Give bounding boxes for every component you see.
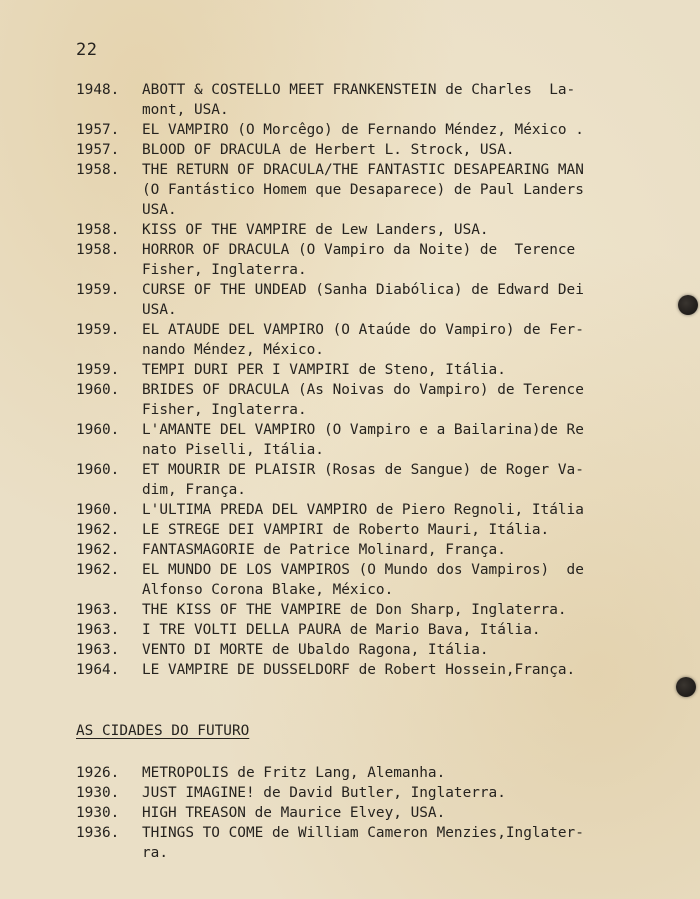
film-text: TEMPI DURI PER I VAMPIRI de Steno, Itália. [142,362,506,378]
film-text: L'AMANTE DEL VAMPIRO (O Vampiro e a Bailarina)de Re [142,422,584,438]
film-entry-continuation [76,180,692,200]
film-text: LE STREGE DEI VAMPIRI de Roberto Mauri, Itália. [142,522,550,538]
film-text: THE RETURN OF DRACULA/THE FANTASTIC DESAPEARING MAN [142,162,584,178]
film-text: mont, USA. [142,102,229,118]
film-entry [76,420,692,440]
film-text: USA. [142,202,177,218]
film-text: THE KISS OF THE VAMPIRE de Don Sharp, Inglaterra. [142,602,567,618]
film-year: 1962. [76,522,120,538]
film-text: nando Méndez, México. [142,342,324,358]
film-year: 1959. [76,322,120,338]
film-year: 1948. [76,82,120,98]
film-year: 1960. [76,382,120,398]
film-year [76,440,142,460]
film-entry [76,320,692,340]
film-year: 1960. [76,502,120,518]
film-year: 1958. [76,162,120,178]
film-year: 1930. [76,805,120,821]
film-year [76,200,142,220]
film-year: 1958. [76,222,120,238]
film-year: 1963. [76,602,120,618]
film-entry-continuation [76,843,692,863]
film-text: KISS OF THE VAMPIRE de Lew Landers, USA. [142,222,489,238]
film-text: EL MUNDO DE LOS VAMPIROS (O Mundo dos Vampiros) de [142,562,584,578]
film-year: 1960. [76,422,120,438]
film-entry [76,763,692,783]
film-entry-continuation [76,300,692,320]
film-text: BRIDES OF DRACULA (As Noivas do Vampiro) de Terence [142,382,584,398]
film-year: 1963. [76,622,120,638]
film-entry [76,640,692,660]
film-year [76,100,142,120]
film-text: LE VAMPIRE DE DUSSELDORF de Robert Hossein,França. [142,662,576,678]
vampire-film-list [76,80,692,680]
film-year [76,300,142,320]
film-entry [76,140,692,160]
film-year: 1959. [76,362,120,378]
film-entry [76,220,692,240]
film-entry-continuation [76,480,692,500]
film-entry-continuation [76,400,692,420]
film-text: CURSE OF THE UNDEAD (Sanha Diabólica) de Edward Dei [142,282,584,298]
film-year [76,180,142,200]
punch-hole-bottom [676,677,696,697]
future-cities-film-list [76,763,692,863]
film-year: 1963. [76,642,120,658]
film-year: 1958. [76,242,120,258]
film-entry-continuation [76,580,692,600]
film-text: ra. [142,845,168,861]
film-entry [76,520,692,540]
film-text: JUST IMAGINE! de David Butler, Inglaterra. [142,785,506,801]
film-text: EL VAMPIRO (O Morcêgo) de Fernando Méndez, México . [142,122,584,138]
film-year: 1962. [76,562,120,578]
film-entry [76,600,692,620]
film-text: USA. [142,302,177,318]
film-year: 1930. [76,785,120,801]
film-entry [76,620,692,640]
film-text: L'ULTIMA PREDA DEL VAMPIRO de Piero Regnoli, Itália [142,502,584,518]
film-entry [76,803,692,823]
film-entry [76,380,692,400]
film-text: Alfonso Corona Blake, México. [142,582,394,598]
film-year [76,843,142,863]
film-entry [76,240,692,260]
film-text: (O Fantástico Homem que Desaparece) de Paul Landers [142,182,584,198]
film-text: VENTO DI MORTE de Ubaldo Ragona, Itália. [142,642,489,658]
film-entry-continuation [76,440,692,460]
film-entry [76,823,692,843]
film-entry [76,80,692,100]
film-text: FANTASMAGORIE de Patrice Molinard, França. [142,542,506,558]
film-year: 1964. [76,662,120,678]
film-entry [76,560,692,580]
film-text: ABOTT & COSTELLO MEET FRANKENSTEIN de Charles La- [142,82,576,98]
film-year [76,340,142,360]
film-entry [76,660,692,680]
film-text: I TRE VOLTI DELLA PAURA de Mario Bava, Itália. [142,622,541,638]
film-year: 1960. [76,462,120,478]
film-year: 1959. [76,282,120,298]
film-text: THINGS TO COME de William Cameron Menzies,Inglater- [142,825,584,841]
film-text: ET MOURIR DE PLAISIR (Rosas de Sangue) de Roger Va- [142,462,584,478]
film-year: 1957. [76,142,120,158]
film-entry-continuation [76,100,692,120]
film-text: BLOOD OF DRACULA de Herbert L. Strock, USA. [142,142,515,158]
film-year: 1936. [76,825,120,841]
film-entry-continuation [76,200,692,220]
film-entry [76,160,692,180]
film-text: dim, França. [142,482,246,498]
film-year [76,580,142,600]
film-year [76,400,142,420]
section-heading: AS CIDADES DO FUTURO [76,723,250,739]
page-number: 22 [76,40,98,60]
film-entry [76,500,692,520]
film-text: Fisher, Inglaterra. [142,402,307,418]
film-year: 1957. [76,122,120,138]
film-year [76,260,142,280]
film-entry [76,120,692,140]
film-entry-continuation [76,340,692,360]
film-text: nato Piselli, Itália. [142,442,324,458]
film-entry [76,280,692,300]
film-year [76,480,142,500]
film-text: Fisher, Inglaterra. [142,262,307,278]
film-entry [76,460,692,480]
film-entry [76,360,692,380]
film-entry [76,783,692,803]
film-entry [76,540,692,560]
film-text: HORROR OF DRACULA (O Vampiro da Noite) de Terence [142,242,576,258]
film-text: METROPOLIS de Fritz Lang, Alemanha. [142,765,446,781]
film-text: HIGH TREASON de Maurice Elvey, USA. [142,805,446,821]
film-entry-continuation [76,260,692,280]
film-text: EL ATAUDE DEL VAMPIRO (O Ataúde do Vampiro) de Fer- [142,322,584,338]
film-year: 1926. [76,765,120,781]
film-year: 1962. [76,542,120,558]
